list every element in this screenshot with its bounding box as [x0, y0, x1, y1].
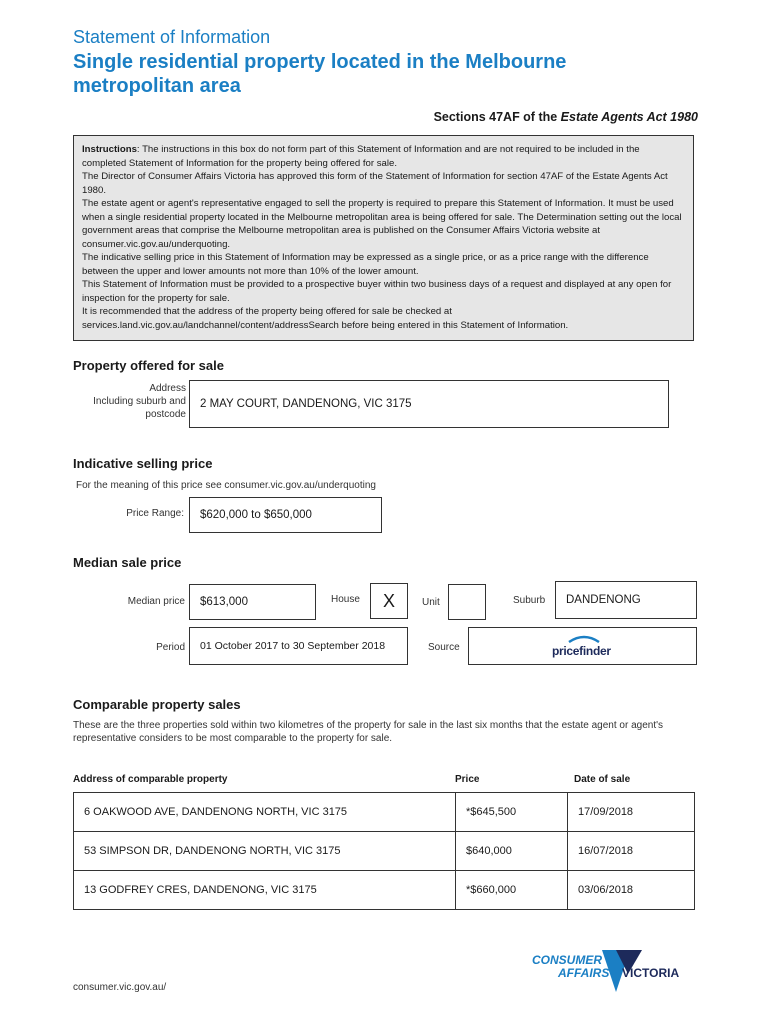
address-label: Address Including suburb and postcode — [93, 383, 186, 420]
median-price-label: Median price — [127, 596, 185, 607]
address-field[interactable]: 2 MAY COURT, DANDENONG, VIC 3175 — [189, 380, 669, 428]
table-row — [74, 793, 695, 832]
comp-address[interactable]: 6 OAKWOOD AVE, DANDENONG NORTH, VIC 3175 — [74, 793, 456, 832]
suburb-field[interactable]: DANDENONG — [555, 581, 697, 619]
table-row — [74, 832, 695, 871]
source-value: pricefinder — [552, 644, 611, 658]
comp-date[interactable]: 17/09/2018 — [568, 793, 695, 832]
unit-label: Unit — [422, 597, 440, 608]
form-subtitle: Statement of Information — [73, 27, 271, 47]
comparable-description: These are the three properties sold within two kilometres of the property for sale in the last six months that the estate agent or agent's representative considers to be most comparable to the property for sale. — [73, 720, 663, 744]
footer-url[interactable]: consumer.vic.gov.au/ — [73, 982, 167, 993]
price-range-label: Price Range: — [126, 508, 184, 519]
col-price-header: Price — [455, 774, 480, 785]
indicative-section-title: Indicative selling price — [73, 456, 213, 471]
suburb-label: Suburb — [513, 595, 546, 606]
table-row — [74, 871, 695, 910]
page-title: Single residential property located in the Melbourne metropolitan area — [73, 51, 567, 97]
comp-price[interactable]: $640,000 — [456, 832, 568, 871]
logo-line2: AFFAIRS — [558, 966, 610, 980]
price-range-field[interactable]: $620,000 to $650,000 — [189, 497, 382, 533]
median-section-title: Median sale price — [73, 555, 182, 570]
period-label: Period — [156, 642, 185, 653]
source-label: Source — [428, 642, 460, 653]
comp-price[interactable]: *$660,000 — [456, 871, 568, 910]
property-section-title: Property offered for sale — [73, 358, 224, 373]
pricefinder-logo-icon — [567, 635, 601, 643]
instructions-box: Instructions: The instructions in this box do not form part of this Statement of Information and are not required to be included in the completed Statement of Information for the property being offered for sale. The Director of Consumer Affairs Victoria has approved this form of the Statement of Information for section 47AF of the Estate Agents Act 1980. The estate agent or agent's representative engaged to sell the property is required to prepare this Statement of Information. It must be used when a single residential property located in the Melbourne metropolitan area is being offered for sale. The Determination setting out the local government areas that comprise the Melbourne metropolitan area is published on the Consumer Affairs Victoria website at consumer.vic.gov.au/underquoting. The indicative selling price in this Statement of Information may be expressed as a single price, or as a price range with the difference between the upper and lower amounts not more than 10% of the lower amount. This Statement of Information must be provided to a prospective buyer within two business days of a request and displayed at any open for inspection for the property for sale. It is recommended that the address of the property being offered for sale be checked at services.land.vic.gov.au/landchannel/content/addressSearch before being entered in this Statement of Information. — [73, 135, 694, 341]
source-field[interactable] — [468, 627, 697, 665]
comp-date[interactable]: 03/06/2018 — [568, 871, 695, 910]
indicative-note: For the meaning of this price see consumer.vic.gov.au/underquoting — [76, 480, 376, 491]
house-label: House — [331, 594, 360, 605]
comparable-table — [73, 792, 695, 910]
col-address-header: Address of comparable property — [73, 774, 228, 785]
comp-address[interactable]: 53 SIMPSON DR, DANDENONG NORTH, VIC 3175 — [74, 832, 456, 871]
period-field[interactable]: 01 October 2017 to 30 September 2018 — [189, 627, 408, 665]
comp-address[interactable]: 13 GODFREY CRES, DANDENONG, VIC 3175 — [74, 871, 456, 910]
comparable-section-title: Comparable property sales — [73, 697, 241, 712]
act-reference: Sections 47AF of the Estate Agents Act 1980 — [433, 110, 698, 124]
median-price-field[interactable]: $613,000 — [189, 584, 316, 620]
logo-line1: CONSUMER — [532, 953, 603, 967]
house-checkbox[interactable]: X — [370, 583, 408, 619]
consumer-affairs-victoria-logo — [530, 948, 690, 992]
col-date-header: Date of sale — [574, 774, 631, 785]
comp-date[interactable]: 16/07/2018 — [568, 832, 695, 871]
unit-checkbox[interactable] — [448, 584, 486, 620]
logo-line3: VICTORIA — [622, 966, 680, 980]
comp-price[interactable]: *$645,500 — [456, 793, 568, 832]
